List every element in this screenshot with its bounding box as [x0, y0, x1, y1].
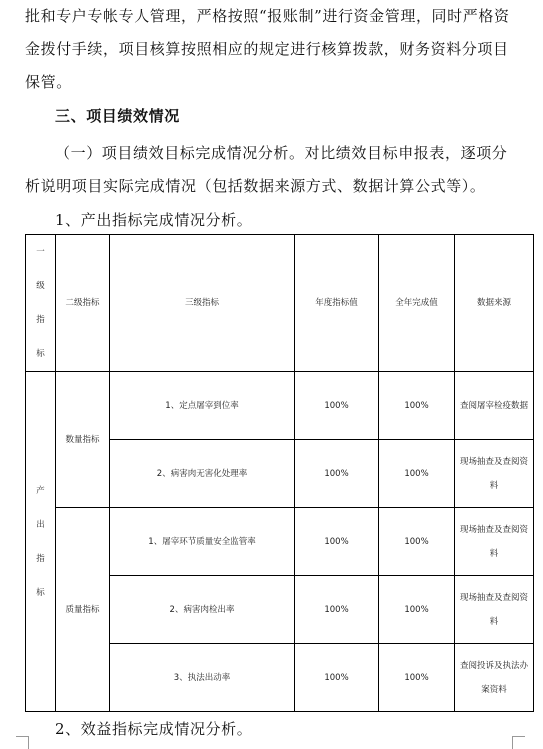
level2-cell-quality: 质量指标: [56, 508, 110, 712]
subheading-benefit-indicators: 2、效益指标完成情况分析。: [55, 720, 253, 738]
page-corner-mark-right: [512, 736, 525, 749]
level2-cell-quantity: 数量指标: [56, 372, 110, 508]
header-full-year: 全年完成值: [379, 235, 455, 372]
paragraph-funds-management: 批和专户专帐专人管理，严格按照“报账制”进行资金管理，同时严格资金拨付手续，项目核算按照相应的规定进行核算拨款，财务资料分项目保管。: [25, 7, 510, 91]
indicator-cell: 2、病害肉无害化处理率: [110, 440, 295, 508]
table-header-row: [26, 235, 534, 372]
target-cell: 100%: [295, 644, 379, 712]
subheading-output-indicators: 1、产出指标完成情况分析。: [55, 211, 253, 229]
paragraph-performance-analysis: （一）项目绩效目标完成情况分析。对比绩效目标申报表，逐项分析说明项目实际完成情况（包括数据来源方式、数据计算公式等）。: [25, 144, 508, 195]
target-cell: 100%: [295, 576, 379, 644]
table-row: [26, 508, 534, 576]
header-level3: 三级指标: [110, 235, 295, 372]
level1-cell: [26, 372, 56, 712]
indicator-cell: 1、定点屠宰到位率: [110, 372, 295, 440]
target-cell: 100%: [295, 508, 379, 576]
indicator-cell: 1、屠宰环节质量安全监管率: [110, 508, 295, 576]
indicator-cell: 2、病害肉检出率: [110, 576, 295, 644]
source-cell: 现场抽查及查阅资料: [455, 576, 534, 644]
actual-cell: 100%: [379, 644, 455, 712]
level1-value: 产出指标: [36, 485, 45, 598]
actual-cell: 100%: [379, 372, 455, 440]
table-row: [26, 372, 534, 440]
indicator-cell: 3、执法出动率: [110, 644, 295, 712]
actual-cell: 100%: [379, 508, 455, 576]
header-source: 数据来源: [455, 235, 534, 372]
section-heading-performance: 三、项目绩效情况: [55, 107, 180, 125]
target-cell: 100%: [295, 372, 379, 440]
source-cell: 查阅屠宰检疫数据: [455, 372, 534, 440]
source-cell: 现场抽查及查阅资料: [455, 440, 534, 508]
target-cell: 100%: [295, 440, 379, 508]
source-cell: 查阅投诉及执法办案资料: [455, 644, 534, 712]
output-indicators-table: [25, 234, 534, 712]
header-level2: 二级指标: [56, 235, 110, 372]
header-annual-target: 年度指标值: [295, 235, 379, 372]
actual-cell: 100%: [379, 440, 455, 508]
page-corner-mark-left: [16, 736, 29, 749]
actual-cell: 100%: [379, 576, 455, 644]
source-cell: 现场抽查及查阅资料: [455, 508, 534, 576]
header-level1: [26, 235, 56, 372]
header-level1-label: 一级指标: [36, 247, 45, 359]
